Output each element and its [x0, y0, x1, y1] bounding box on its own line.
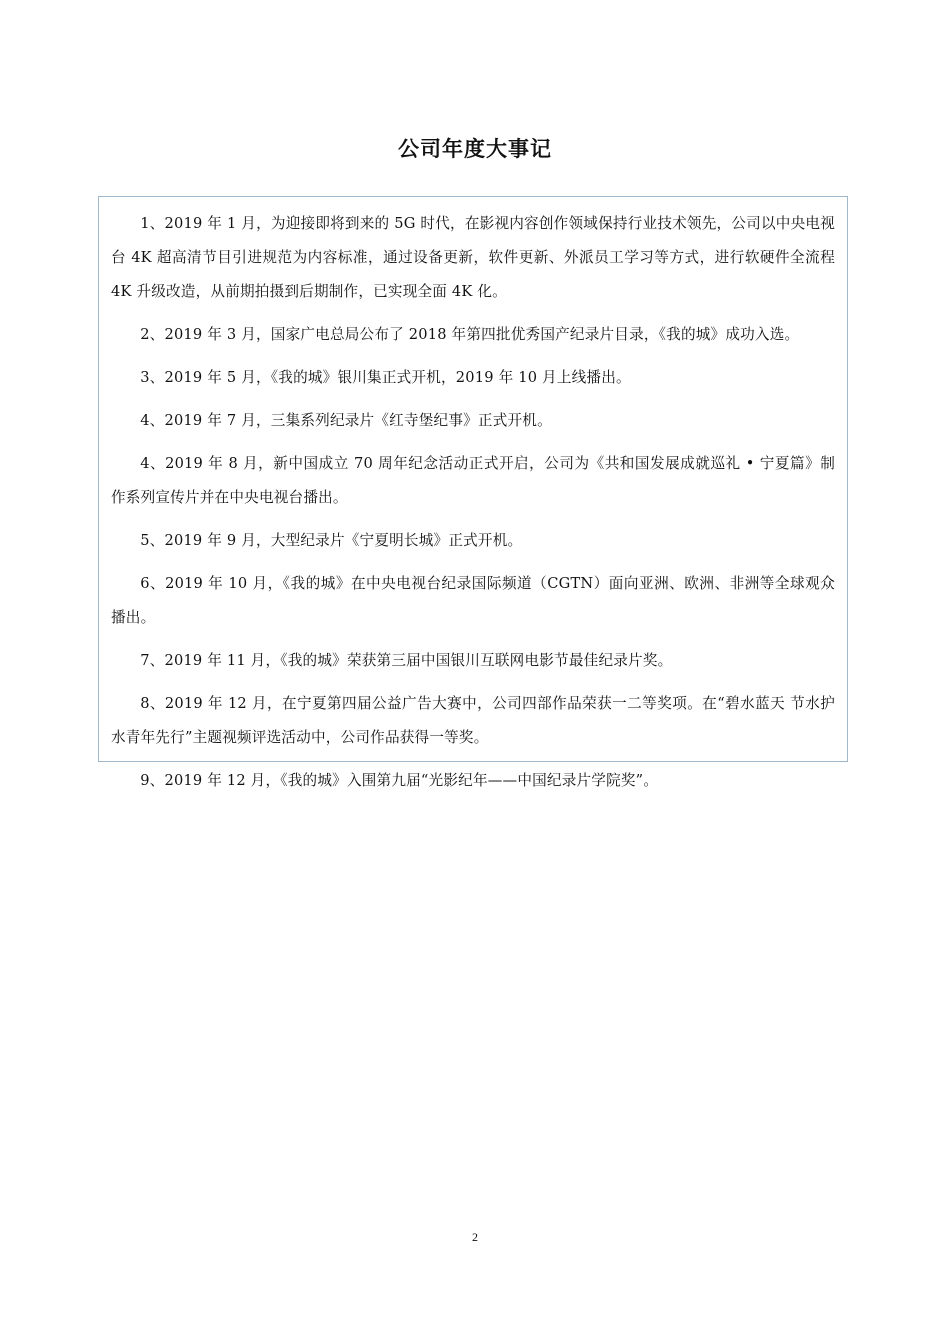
- event-item: 6、2019 年 10 月，《我的城》在中央电视台纪录国际频道（CGTN）面向亚洲、欧洲、非洲等全球观众播出。: [111, 575, 835, 626]
- page-number: 2: [472, 1230, 478, 1244]
- event-item: 4、2019 年 8 月，新中国成立 70 周年纪念活动正式开启，公司为《共和国发展成就巡礼 • 宁夏篇》制作系列宣传片并在中央电视台播出。: [111, 455, 835, 506]
- event-item: 4、2019 年 7 月，三集系列纪录片《红寺堡纪事》正式开机。: [140, 412, 552, 429]
- event-item: 5、2019 年 9 月，大型纪录片《宁夏明长城》正式开机。: [140, 532, 523, 549]
- event-item: 3、2019 年 5 月，《我的城》银川集正式开机，2019 年 10 月上线播出。: [140, 369, 631, 386]
- event-item: 7、2019 年 11 月，《我的城》荣获第三届中国银川互联网电影节最佳纪录片奖。: [140, 652, 673, 669]
- event-item: 1、2019 年 1 月，为迎接即将到来的 5G 时代，在影视内容创作领域保持行业技术领先，公司以中央电视台 4K 超高清节目引进规范为内容标准，通过设备更新，软件更新、外派员工学习等方式，进行软硬件全流程 4K 升级改造，从前期拍摄到后期制作，已实现全面 4K 化。: [111, 215, 835, 300]
- event-item: 9、2019 年 12 月，《我的城》入围第九届“光影纪年——中国纪录片学院奖”。: [140, 772, 659, 789]
- event-item: 2、2019 年 3 月，国家广电总局公布了 2018 年第四批优秀国产纪录片目录，《我的城》成功入选。: [140, 326, 800, 343]
- events-box: [98, 196, 848, 789]
- event-item: 8、2019 年 12 月，在宁夏第四届公益广告大赛中，公司四部作品荣获一二等奖项。在“碧水蓝天 节水护水青年先行”主题视频评选活动中，公司作品获得一等奖。: [111, 695, 835, 746]
- page-title: 公司年度大事记: [398, 137, 552, 161]
